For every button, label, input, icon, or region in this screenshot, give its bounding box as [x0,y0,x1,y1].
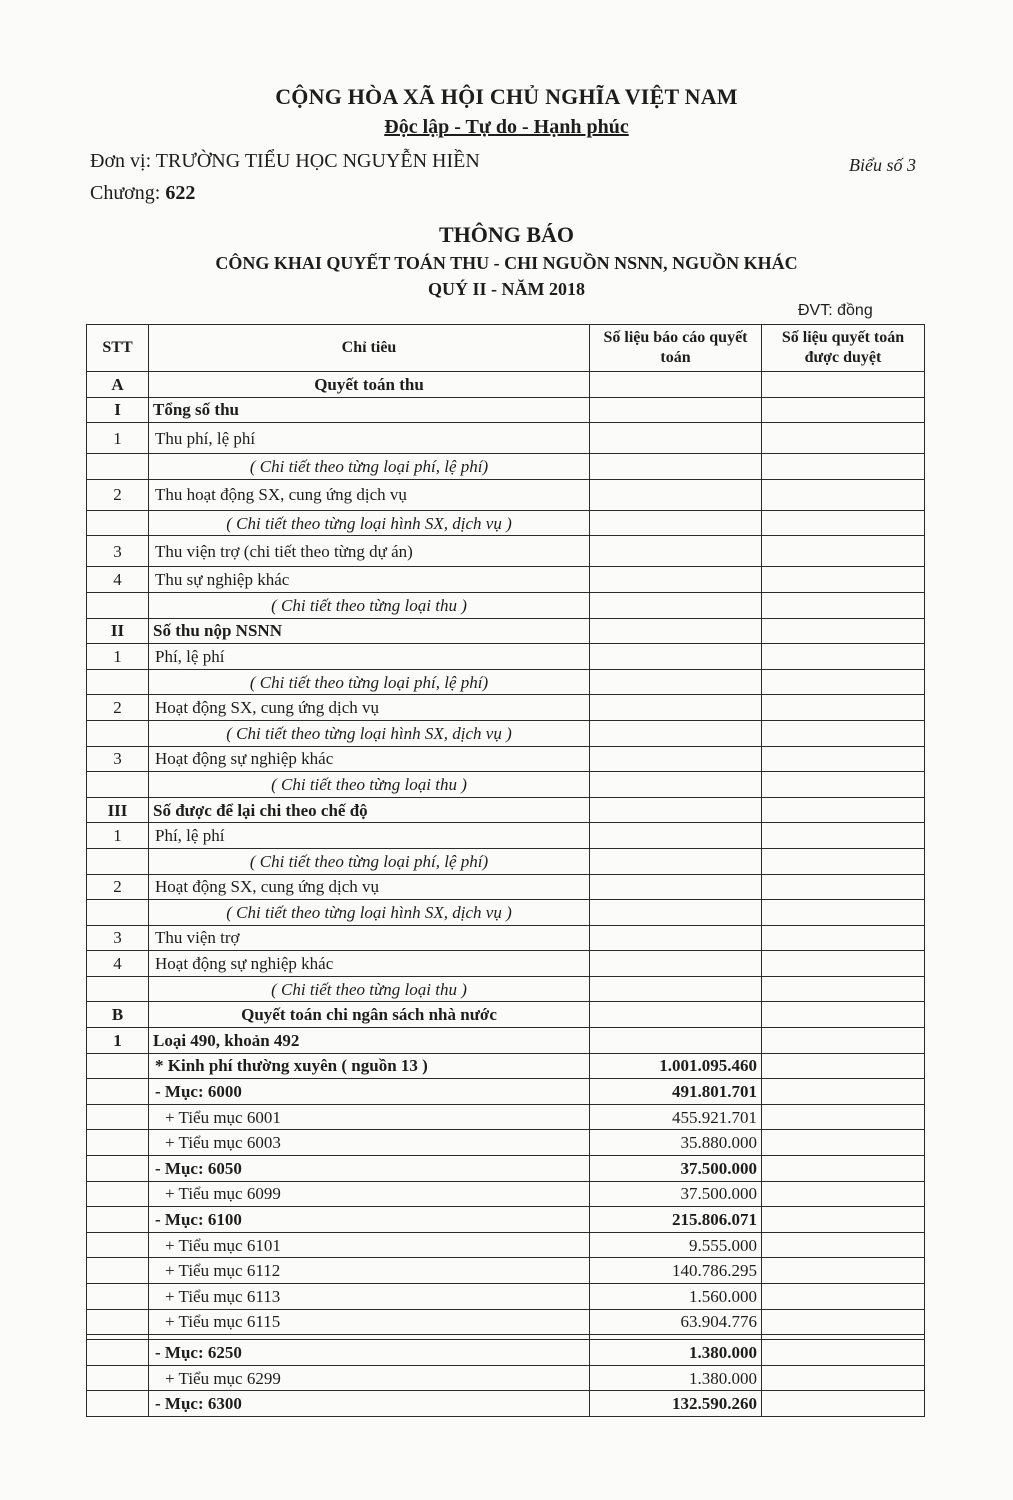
table-row [87,746,925,772]
cell-stt [87,1232,149,1258]
table-row [87,695,925,721]
cell-approved-value [762,823,925,849]
table-row [87,372,925,398]
cell-approved-value [762,1284,925,1310]
table-row [87,618,925,644]
cell-stt [87,848,149,874]
cell-reported-value: 1.560.000 [590,1284,762,1310]
motto [0,116,1013,139]
cell-stt: 1 [87,644,149,670]
table-row [87,567,925,593]
cell-reported-value: 132.590.260 [590,1391,762,1417]
table-row [87,1079,925,1105]
cell-reported-value: 9.555.000 [590,1232,762,1258]
unit-label: Đơn vị: [90,150,152,172]
table-row [87,669,925,695]
cell-reported-value [590,1028,762,1054]
cell-reported-value: 1.380.000 [590,1365,762,1391]
cell-stt [87,510,149,536]
unit-name: TRƯỜNG TIỂU HỌC NGUYỄN HIỀN [155,150,480,172]
cell-approved-value [762,1104,925,1130]
table-row [87,1156,925,1182]
header-stt: STT [87,325,149,372]
nation-heading: CỘNG HÒA XÃ HỘI CHỦ NGHĨA VIỆT NAM [275,84,738,109]
cell-reported-value: 1.380.000 [590,1340,762,1366]
cell-indicator: + Tiểu mục 6115 [149,1309,590,1335]
table-row [87,925,925,951]
table-row [87,1130,925,1156]
table-row [87,510,925,536]
cell-indicator: ( Chi tiết theo từng loại phí, lệ phí) [149,454,590,480]
cell-stt [87,900,149,926]
cell-reported-value: 140.786.295 [590,1258,762,1284]
header-approved: Số liệu quyết toán được duyệt [762,325,925,372]
cell-stt [87,669,149,695]
chapter-line [90,182,195,205]
motto-text: Độc lập - Tự do - Hạnh phúc [384,116,629,138]
cell-indicator: ( Chi tiết theo từng loại thu ) [149,772,590,798]
cell-approved-value [762,848,925,874]
cell-indicator: + Tiểu mục 6099 [149,1181,590,1207]
cell-approved-value [762,372,925,398]
cell-indicator: * Kinh phí thường xuyên ( nguồn 13 ) [149,1053,590,1079]
settlement-table [86,324,925,1417]
cell-indicator: Hoạt động SX, cung ứng dịch vụ [149,695,590,721]
cell-reported-value [590,695,762,721]
cell-stt: III [87,797,149,823]
cell-reported-value [590,567,762,593]
cell-reported-value [590,797,762,823]
form-number: Biểu số 3 [849,155,916,175]
table-row [87,1002,925,1028]
cell-stt [87,772,149,798]
table-row [87,1309,925,1335]
cell-reported-value [590,823,762,849]
cell-indicator: - Mục: 6300 [149,1391,590,1417]
cell-indicator: - Mục: 6100 [149,1207,590,1233]
table-row [87,900,925,926]
cell-approved-value [762,423,925,454]
cell-approved-value [762,1232,925,1258]
table-row [87,951,925,977]
cell-approved-value [762,669,925,695]
cell-stt: 4 [87,567,149,593]
cell-stt [87,1309,149,1335]
cell-reported-value [590,951,762,977]
cell-reported-value [590,644,762,670]
table-row [87,1181,925,1207]
cell-reported-value [590,618,762,644]
cell-stt [87,1181,149,1207]
header-reported: Số liệu báo cáo quyết toán [590,325,762,372]
chapter-number: 622 [165,182,196,204]
cell-approved-value [762,951,925,977]
unit-line [90,150,480,173]
cell-stt: 1 [87,423,149,454]
cell-indicator: ( Chi tiết theo từng loại thu ) [149,592,590,618]
document-title: THÔNG BÁO [438,222,575,247]
cell-stt: 1 [87,1028,149,1054]
cell-approved-value [762,1258,925,1284]
cell-indicator: Thu hoạt động SX, cung ứng dịch vụ [149,479,590,510]
cell-approved-value [762,567,925,593]
cell-indicator: Tổng số thu [149,397,590,423]
cell-indicator: ( Chi tiết theo từng loại hình SX, dịch vụ ) [149,510,590,536]
table-row [87,397,925,423]
cell-approved-value [762,1028,925,1054]
table-row [87,1340,925,1366]
cell-approved-value [762,797,925,823]
cell-stt: 3 [87,746,149,772]
cell-approved-value [762,1340,925,1366]
cell-indicator: ( Chi tiết theo từng loại thu ) [149,976,590,1002]
cell-reported-value: 37.500.000 [590,1156,762,1182]
cell-indicator: Thu sự nghiệp khác [149,567,590,593]
cell-stt [87,1258,149,1284]
cell-indicator: ( Chi tiết theo từng loại hình SX, dịch vụ ) [149,900,590,926]
cell-reported-value [590,592,762,618]
table-row [87,1258,925,1284]
cell-approved-value [762,454,925,480]
cell-approved-value [762,1156,925,1182]
cell-approved-value [762,874,925,900]
cell-indicator: Hoạt động SX, cung ứng dịch vụ [149,874,590,900]
cell-indicator: - Mục: 6050 [149,1156,590,1182]
cell-stt: 4 [87,951,149,977]
cell-stt: II [87,618,149,644]
cell-approved-value [762,1365,925,1391]
cell-stt: 3 [87,536,149,567]
cell-reported-value [590,874,762,900]
cell-indicator: ( Chi tiết theo từng loại hình SX, dịch vụ ) [149,720,590,746]
cell-stt: A [87,372,149,398]
cell-stt: 3 [87,925,149,951]
table-header-row [87,325,925,372]
cell-approved-value [762,1181,925,1207]
cell-reported-value [590,372,762,398]
cell-reported-value: 37.500.000 [590,1181,762,1207]
cell-indicator: + Tiểu mục 6112 [149,1258,590,1284]
cell-reported-value [590,848,762,874]
cell-stt: 2 [87,695,149,721]
cell-reported-value [590,423,762,454]
cell-stt [87,1284,149,1310]
cell-approved-value [762,772,925,798]
cell-stt [87,976,149,1002]
cell-reported-value [590,510,762,536]
cell-stt [87,1391,149,1417]
cell-approved-value [762,1079,925,1105]
table-row [87,592,925,618]
cell-indicator: Thu viện trợ (chi tiết theo từng dự án) [149,536,590,567]
cell-indicator: Quyết toán thu [149,372,590,398]
cell-indicator: Loại 490, khoản 492 [149,1028,590,1054]
cell-reported-value [590,1002,762,1028]
cell-approved-value [762,510,925,536]
table-row [87,1365,925,1391]
cell-indicator: ( Chi tiết theo từng loại phí, lệ phí) [149,848,590,874]
table-row [87,1391,925,1417]
cell-stt: 2 [87,874,149,900]
cell-stt: I [87,397,149,423]
table-row [87,536,925,567]
cell-approved-value [762,925,925,951]
cell-indicator: - Mục: 6250 [149,1340,590,1366]
cell-reported-value: 455.921.701 [590,1104,762,1130]
cell-approved-value [762,900,925,926]
cell-reported-value [590,976,762,1002]
cell-approved-value [762,479,925,510]
cell-stt [87,1156,149,1182]
cell-approved-value [762,1002,925,1028]
cell-stt: B [87,1002,149,1028]
header-indicator: Chỉ tiêu [149,325,590,372]
table-row [87,1207,925,1233]
table-row [87,797,925,823]
cell-reported-value: 35.880.000 [590,1130,762,1156]
cell-indicator: Hoạt động sự nghiệp khác [149,951,590,977]
cell-stt [87,1207,149,1233]
cell-indicator: Quyết toán chi ngân sách nhà nước [149,1002,590,1028]
cell-indicator: Phí, lệ phí [149,823,590,849]
chapter-label: Chương: [90,182,161,204]
cell-approved-value [762,1130,925,1156]
cell-reported-value: 1.001.095.460 [590,1053,762,1079]
cell-approved-value [762,592,925,618]
currency-unit-note: ĐVT: đồng [798,302,873,319]
table-row [87,1284,925,1310]
cell-approved-value [762,536,925,567]
table-row [87,644,925,670]
table-row [87,479,925,510]
cell-indicator: + Tiểu mục 6003 [149,1130,590,1156]
document-subtitle: CÔNG KHAI QUYẾT TOÁN THU - CHI NGUỒN NSNN, NGUỒN KHÁC [215,253,798,273]
cell-indicator: Hoạt động sự nghiệp khác [149,746,590,772]
cell-approved-value [762,695,925,721]
cell-indicator: Thu phí, lệ phí [149,423,590,454]
cell-indicator: Số được để lại chi theo chế độ [149,797,590,823]
cell-stt: 1 [87,823,149,849]
cell-approved-value [762,1053,925,1079]
cell-approved-value [762,618,925,644]
report-period: QUÝ II - NĂM 2018 [428,279,585,299]
cell-reported-value: 63.904.776 [590,1309,762,1335]
table-row [87,976,925,1002]
cell-indicator: Số thu nộp NSNN [149,618,590,644]
cell-indicator: + Tiểu mục 6001 [149,1104,590,1130]
table-row [87,1232,925,1258]
cell-reported-value [590,397,762,423]
cell-reported-value [590,479,762,510]
cell-stt [87,1079,149,1105]
cell-reported-value [590,772,762,798]
cell-indicator: Phí, lệ phí [149,644,590,670]
cell-approved-value [762,1309,925,1335]
cell-reported-value [590,669,762,695]
table-row [87,874,925,900]
table-row [87,823,925,849]
table-row [87,1028,925,1054]
cell-stt [87,1053,149,1079]
cell-reported-value [590,925,762,951]
table-row [87,772,925,798]
cell-reported-value [590,720,762,746]
cell-indicator: + Tiểu mục 6113 [149,1284,590,1310]
table-row [87,454,925,480]
cell-approved-value [762,1207,925,1233]
table-row [87,1104,925,1130]
cell-reported-value: 215.806.071 [590,1207,762,1233]
table-row [87,848,925,874]
cell-reported-value [590,900,762,926]
cell-approved-value [762,746,925,772]
cell-stt [87,592,149,618]
cell-stt [87,454,149,480]
cell-approved-value [762,644,925,670]
cell-stt [87,1365,149,1391]
table-row [87,423,925,454]
cell-indicator: + Tiểu mục 6101 [149,1232,590,1258]
cell-approved-value [762,720,925,746]
cell-reported-value: 491.801.701 [590,1079,762,1105]
cell-reported-value [590,536,762,567]
cell-reported-value [590,454,762,480]
cell-stt [87,1130,149,1156]
cell-reported-value [590,746,762,772]
cell-stt [87,720,149,746]
table-row [87,720,925,746]
cell-stt [87,1104,149,1130]
cell-indicator: - Mục: 6000 [149,1079,590,1105]
cell-indicator: ( Chi tiết theo từng loại phí, lệ phí) [149,669,590,695]
cell-approved-value [762,976,925,1002]
table-row [87,1053,925,1079]
cell-approved-value [762,397,925,423]
cell-stt [87,1340,149,1366]
cell-approved-value [762,1391,925,1417]
cell-indicator: + Tiểu mục 6299 [149,1365,590,1391]
cell-stt: 2 [87,479,149,510]
cell-indicator: Thu viện trợ [149,925,590,951]
